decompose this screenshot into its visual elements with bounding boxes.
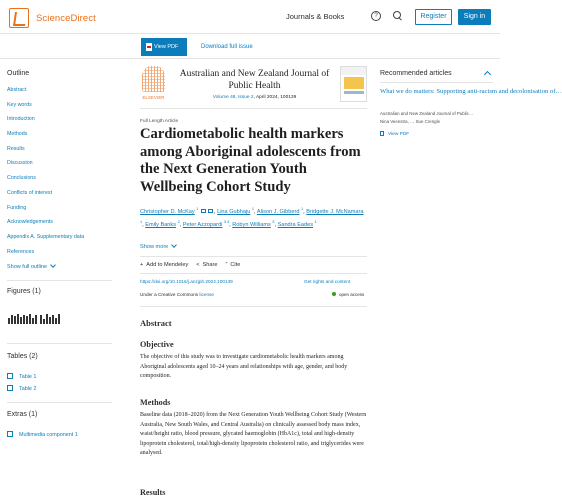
abstract-heading: Abstract [140,318,172,328]
journals-books-link[interactable]: Journals & Books [286,12,345,21]
email-icon[interactable] [208,209,213,213]
author-link[interactable]: Emily Banks [145,222,177,229]
author-affiliation[interactable]: 1 [251,207,255,211]
outline-item[interactable]: Introduction [7,116,35,123]
article-title: Cardiometabolic health markers among Aboriginal adolescents from the Next Generation Youth Wellbeing Cohort Study [140,126,361,195]
author-link[interactable]: Alison J. Gibberd [256,208,300,215]
cite-label: Cite [230,262,241,268]
author-link[interactable]: Peter Azzopardi [182,222,223,229]
chevron-up-icon[interactable] [484,71,491,78]
cite-button[interactable] [225,262,240,268]
author-affiliation[interactable]: 1 [314,220,317,225]
author-affiliation[interactable]: 1 [196,207,199,211]
open-access-icon [332,292,336,296]
open-access-label: open access [339,292,365,297]
pdf-icon [146,43,152,51]
author-affiliation[interactable]: 3 4 [223,220,230,225]
author-link[interactable]: Robyn Williams [232,222,271,229]
outline-item[interactable]: References [7,248,35,255]
author-link[interactable]: Sandra Eades [277,222,314,229]
table-link[interactable] [7,385,36,392]
multimedia-icon [7,431,13,437]
author-affiliation[interactable]: 1 [301,207,304,211]
divider [140,306,367,307]
show-more-label: Show more [140,244,169,250]
license-prefix: Under a Creative Commons [140,292,200,297]
figure-thumbnail-bars [40,314,60,324]
download-full-issue-link[interactable]: Download full issue [201,44,253,50]
search-icon[interactable] [393,11,402,20]
outline-item[interactable]: Conclusions [7,175,36,182]
outline-item[interactable]: Abstract [7,87,27,93]
publisher-name: ELSEVIER [142,95,165,100]
extras-heading: Extras (1) [7,411,38,418]
issue-link[interactable]: Volume 48, Issue 2 [212,95,254,100]
figures-heading: Figures (1) [7,288,41,295]
divider [7,402,112,403]
table-icon [7,373,13,379]
methods-text: Baseline data (2018–2020) from the Next Generation Youth Wellbeing Cohort Study (Western Australia, New South Wales, and Central Australia) on clinically assessed body mass index, waist/height ratio, blood pressure, glycated haemoglobin (HbA1c), total and high-density lipoprotein cholesterol, total/high-density lipoprotein cholesterol ratio, and triglycerides were analysed. [140,412,367,457]
author-affiliation[interactable]: 2 [177,220,180,225]
share-label: Share [202,262,218,268]
figure-thumbnails [8,304,68,326]
divider [7,280,112,281]
article-actions [140,262,240,268]
recommended-article-link[interactable]: What we do matters: Supporting anti-racism and decolonisation of… [380,88,562,95]
license-link[interactable]: license [199,292,214,297]
license-info [140,292,214,297]
multimedia-link-label: Multimedia component 1 [19,432,78,438]
elsevier-logo[interactable] [140,66,167,102]
outline-list [7,87,84,263]
person-icon[interactable] [201,209,206,213]
show-full-outline-label: Show full outline [7,264,48,270]
author-link[interactable]: Lina Gubhaju [217,208,251,215]
chevron-down-icon [171,242,177,248]
outline-item[interactable]: Appendix A. Supplementary data [7,233,85,240]
rights-link[interactable]: Get rights and content [304,279,351,284]
share-icon: < [196,262,200,268]
divider [140,273,367,274]
recommended-view-pdf-link[interactable] [380,131,409,137]
plus-icon: + [140,262,144,268]
view-pdf-button[interactable]: View PDF [141,38,187,56]
pdf-icon [380,131,384,136]
help-icon[interactable]: ? [371,11,381,21]
table-link-label: Table 1 [19,374,37,380]
outline-heading: Outline [7,70,30,77]
sign-in-button[interactable]: Sign in [458,9,491,25]
objective-heading: Objective [140,340,174,349]
outline-item[interactable]: Funding [7,204,27,211]
chevron-down-icon [50,262,56,268]
elsevier-tree-icon [142,66,165,92]
add-to-mendeley-button[interactable] [140,262,188,268]
open-access-badge [332,292,364,297]
divider [7,343,112,344]
outline-item[interactable]: Conflicts of interest [7,189,53,196]
share-button[interactable] [196,262,217,268]
recommended-article-journal: Australian and New Zealand Journal of Public… [380,111,474,116]
outline-item[interactable]: Results [7,145,25,152]
table-icon [7,385,13,391]
table-link[interactable] [7,373,36,380]
figure-thumbnail[interactable] [8,304,36,326]
top-navigation-bar [0,0,500,34]
journal-issue-info [171,95,338,100]
outline-item[interactable]: Discussion [7,160,33,167]
show-full-outline-button[interactable] [7,264,55,270]
table-link-label: Table 2 [19,386,37,392]
register-button[interactable]: Register [415,9,452,25]
outline-item[interactable]: Key words [7,101,32,108]
divider [140,256,367,257]
outline-item[interactable]: Acknowledgements [7,219,53,226]
recommended-view-pdf-label: View PDF [388,132,410,137]
figure-thumbnail-bars [8,314,37,324]
brand-name: ScienceDirect [36,12,96,24]
issue-date: , April 2024, 100139 [253,95,297,100]
divider [140,108,367,109]
author-list: Christopher D. McKay $^1$ , Lina Gubhaju $^1$, Alison J. Gibberd $^1$, Bridgette J. McNamara $^1$, Emily Banks $^2$, Peter Azzopardi $^{3 4}$, Robyn Williams $^5$, Sandra Eades $^1$ [140,207,364,229]
journal-cover-image[interactable] [340,66,367,102]
journal-title[interactable]: Australian and New Zealand Journal of Public Health [179,69,330,91]
objective-text: The objective of this study was to investigate cardiometabolic health markers among Aboriginal adolescents aged 10–24 years and relationships with age, gender, and body composition. [140,354,348,380]
author-link[interactable]: Christopher D. McKay [140,208,195,215]
recommended-articles-heading: Recommended articles [380,70,452,77]
author-link[interactable]: Bridgette J. McNamara [306,208,364,215]
methods-heading: Methods [140,398,171,407]
doi-link[interactable]: https://doi.org/10.1016/j.anzjph.2024.100139 [140,279,233,284]
outline-item[interactable]: Methods [7,131,28,138]
recommended-article-authors: Nina Veenstra, … Sue Crengle [380,119,441,124]
divider [380,82,493,83]
quote-icon: ” [225,262,228,268]
article-type: Full Length Article [140,119,179,124]
elsevier-mark-icon [9,8,29,28]
sciencedirect-logo[interactable] [9,8,96,28]
multimedia-link[interactable] [7,431,78,438]
tables-heading: Tables (2) [7,353,38,360]
author-affiliation[interactable]: 1 [140,220,143,225]
results-heading: Results [140,488,166,497]
author-affiliation[interactable]: 5 [272,220,275,225]
add-to-mendeley-label: Add to Mendeley [146,262,189,268]
show-more-button[interactable] [140,244,176,250]
figure-thumbnail[interactable] [40,304,68,326]
